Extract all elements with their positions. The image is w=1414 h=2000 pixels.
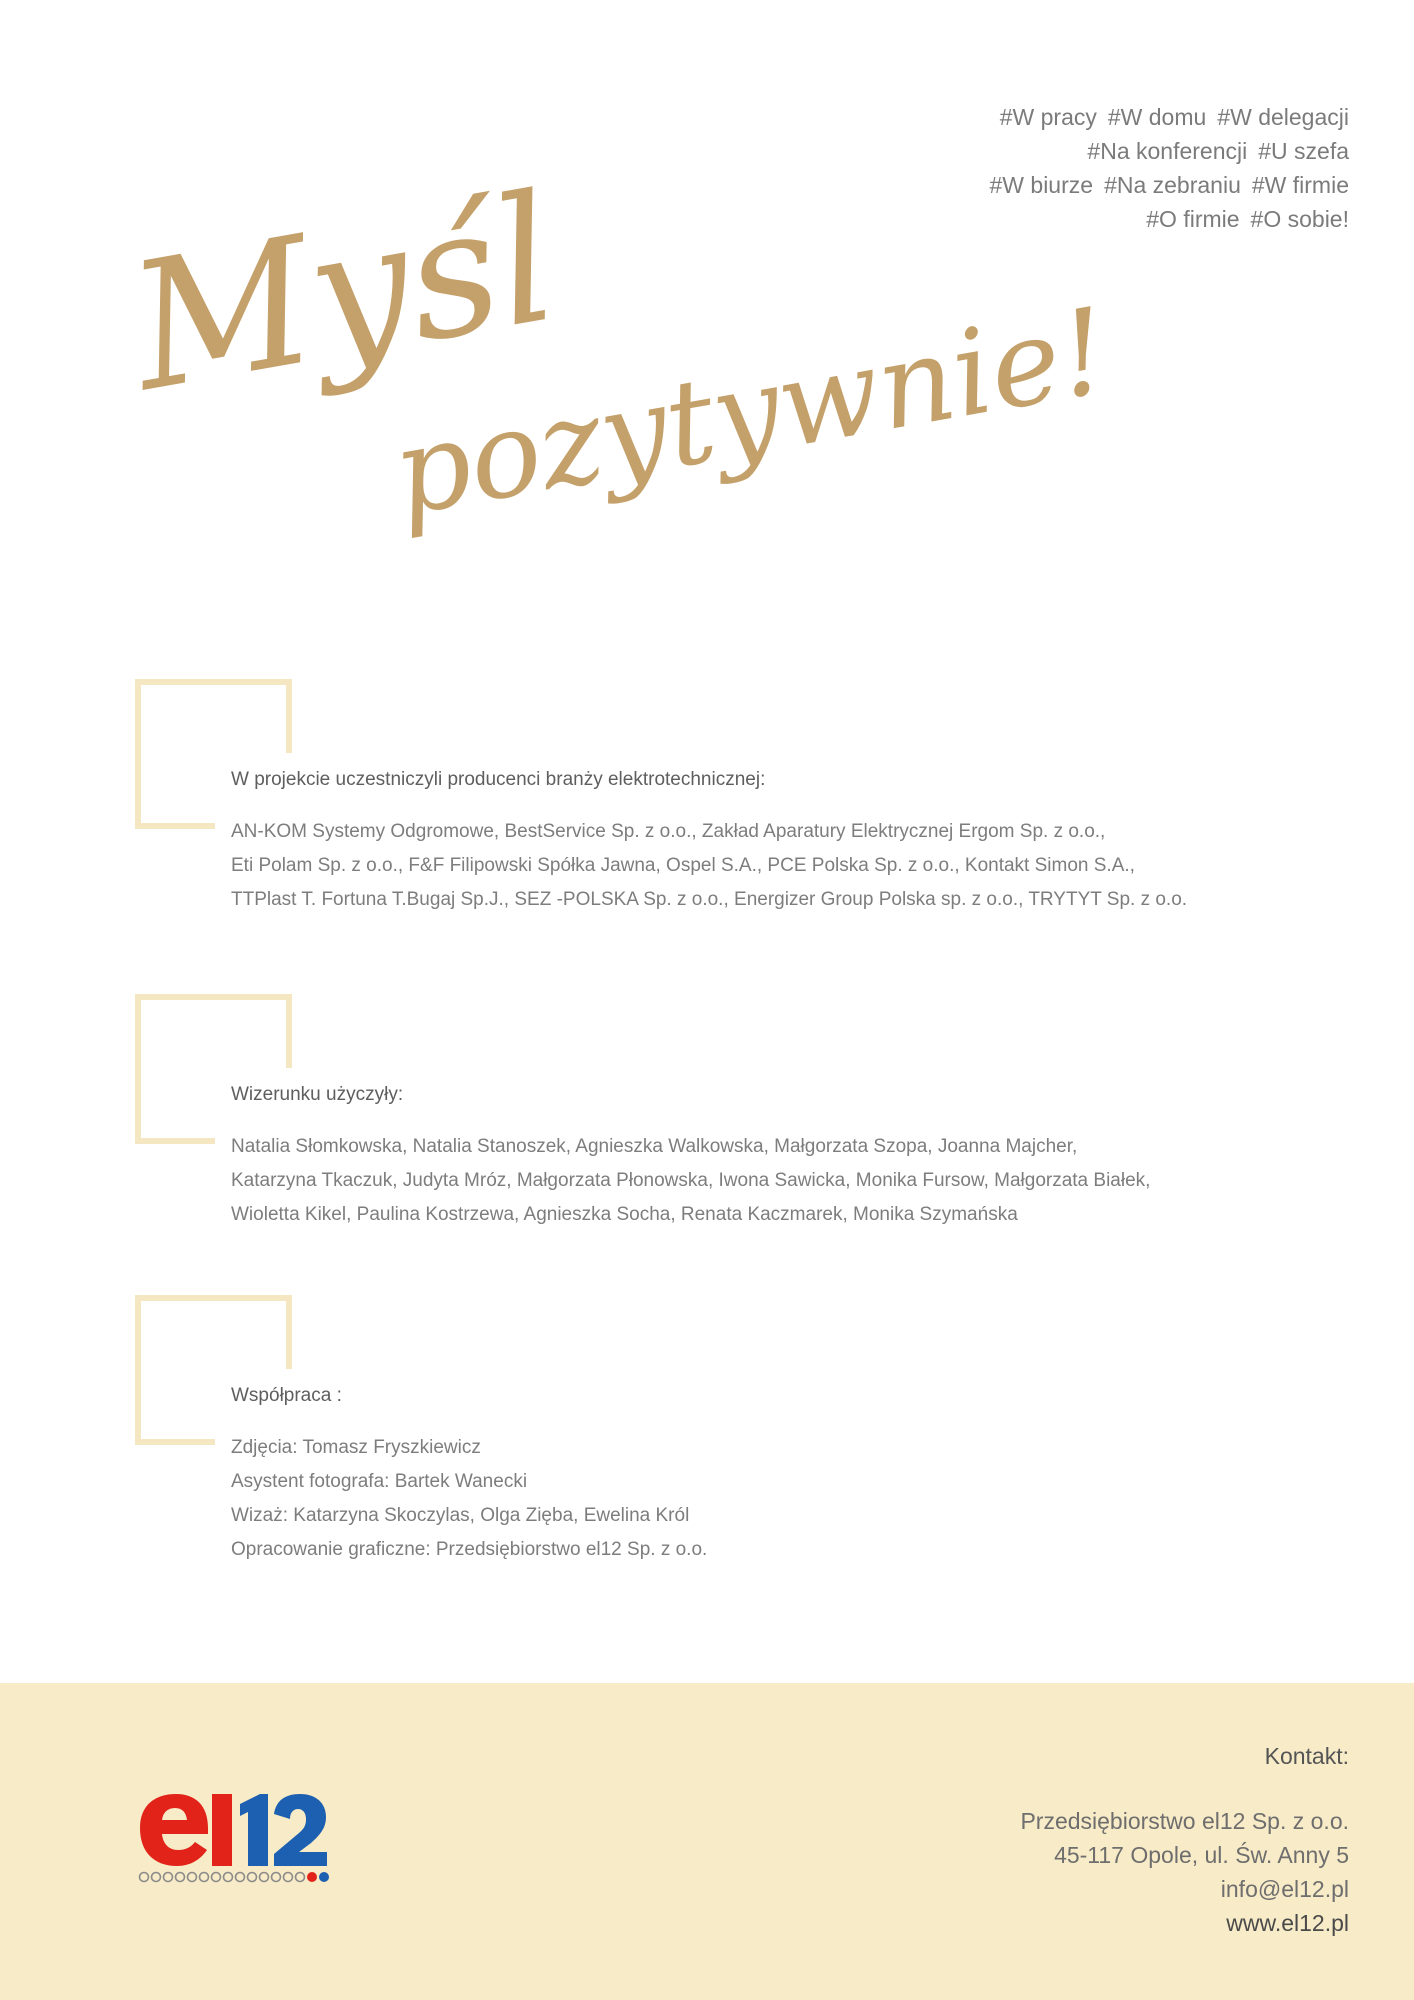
section-cooperation xyxy=(135,1295,1285,1585)
hashtag: #W firmie xyxy=(1251,172,1349,198)
section-line: AN-KOM Systemy Odgromowe, BestService Sp. z o.o., Zakład Aparatury Elektrycznej Ergom Sp. z o.o., xyxy=(231,821,1106,842)
section-line: Asystent fotografa: Bartek Wanecki xyxy=(231,1471,528,1492)
section-models xyxy=(135,994,1285,1244)
contact-email-link[interactable]: info@el12.pl xyxy=(1220,1876,1349,1902)
hashtag: #W delegacji xyxy=(1217,104,1349,130)
contact-company: Przedsiębiorstwo el12 Sp. z o.o. xyxy=(1020,1808,1349,1834)
section-line: Natalia Słomkowska, Natalia Stanoszek, Agnieszka Walkowska, Małgorzata Szopa, Joanna Majcher, xyxy=(231,1136,1078,1157)
section-heading: Wizerunku użyczyły: xyxy=(231,1084,404,1105)
section-line: Opracowanie graficzne: Przedsiębiorstwo el12 Sp. z o.o. xyxy=(231,1539,708,1560)
el12-logo xyxy=(136,1788,332,1884)
hashtag: #O sobie! xyxy=(1250,206,1349,232)
hashtag: #O firmie xyxy=(1146,206,1240,232)
section-line: TTPlast T. Fortuna T.Bugaj Sp.J., SEZ -POLSKA Sp. z o.o., Energizer Group Polska sp. z o.o., TRYTYT Sp. z o.o. xyxy=(231,889,1188,910)
headline-line-2: pozytywnie! xyxy=(383,281,1118,543)
el12-logo-graphic xyxy=(136,1788,332,1884)
headline xyxy=(0,0,1414,580)
hashtag: #Na zebraniu xyxy=(1104,172,1241,198)
section-body xyxy=(231,1383,707,1567)
section-line: Wioletta Kikel, Paulina Kostrzewa, Agnieszka Socha, Renata Kaczmarek, Monika Szymańska xyxy=(231,1204,1018,1225)
hashtag: #W biurze xyxy=(989,172,1094,198)
hashtag: #U szefa xyxy=(1258,138,1349,164)
contact-title: Kontakt: xyxy=(1264,1743,1349,1769)
section-body xyxy=(231,767,1187,917)
hashtag: #W pracy xyxy=(999,104,1097,130)
headline-graphic xyxy=(0,0,1414,580)
contact-website-link[interactable]: www.el12.pl xyxy=(1226,1910,1349,1936)
hashtag: #W domu xyxy=(1107,104,1207,130)
hashtag: #Na konferencji xyxy=(1087,138,1248,164)
section-line: Eti Polam Sp. z o.o., F&F Filipowski Spółka Jawna, Ospel S.A., PCE Polska Sp. z o.o., Kontakt Simon S.A., xyxy=(231,855,1135,876)
section-line: Zdjęcia: Tomasz Fryszkiewicz xyxy=(231,1437,481,1458)
contact-block xyxy=(1020,1741,1349,1940)
section-line: Wizaż: Katarzyna Skoczylas, Olga Zięba, Ewelina Król xyxy=(231,1505,690,1526)
section-line: Katarzyna Tkaczuk, Judyta Mróz, Małgorzata Płonowska, Iwona Sawicka, Monika Fursow, Małgorzata Białek, xyxy=(231,1170,1151,1191)
headline-line-1: Myśl xyxy=(117,157,570,431)
contact-address: 45-117 Opole, ul. Św. Anny 5 xyxy=(1054,1842,1349,1868)
section-body xyxy=(231,1082,1150,1232)
section-producers xyxy=(135,679,1285,929)
section-heading: Współpraca : xyxy=(231,1385,342,1406)
section-heading: W projekcie uczestniczyli producenci branży elektrotechnicznej: xyxy=(231,769,766,790)
